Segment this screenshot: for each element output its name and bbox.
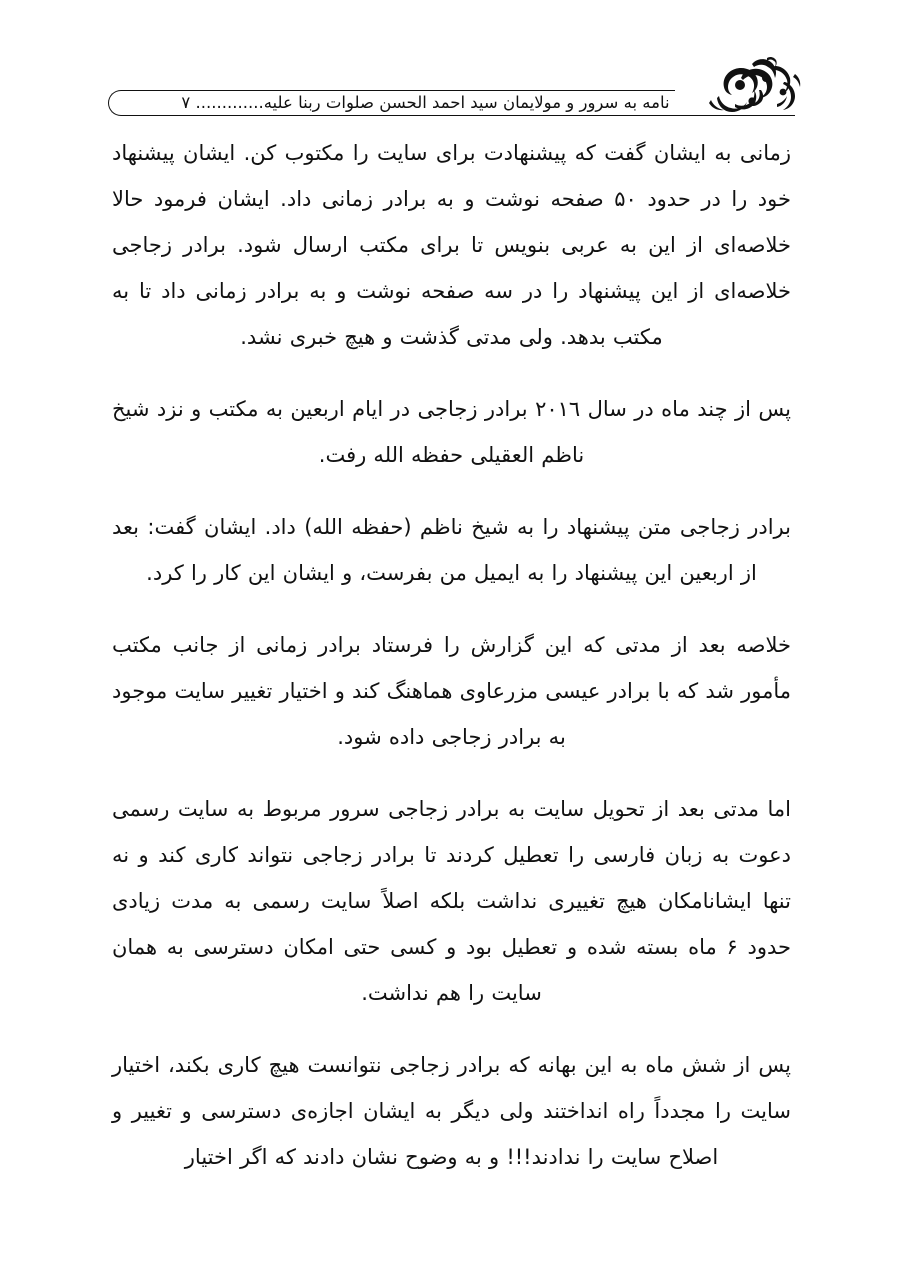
red-underline-mark: ۵۰ صفحه xyxy=(550,187,637,211)
paragraph-p1 xyxy=(112,130,791,360)
red-underline-mark: عیسی مزرعاوی xyxy=(459,679,601,703)
text-run: تا برادر زجاجی نتواند کاری کند و نه تنها ایشانامکان هیچ تغییری نداشت بلکه اصلاً سایت رسمی به مدت زیادی حدود ۶ ماه بسته شده و xyxy=(112,843,791,959)
text-run: دعوت به زبان فارسی را xyxy=(558,843,791,867)
page-content xyxy=(112,130,791,1180)
red-underline-mark: سرور مربوط به سایت رسمی xyxy=(112,797,380,821)
paragraph-p5 xyxy=(112,786,791,1016)
text-run: ایشان پیشنهاد خود را در حدود xyxy=(112,141,791,211)
red-underline-mark: تعطیل بود xyxy=(465,935,558,959)
text-run: نوشت و به برادر زمانی داد. ایشان فرمود حالا خلاصه‌ای از این به عربی بنویس تا برای مکتب ارسال شود. برادر زجاجی خلاصه‌ای از این پیشنهاد را در سه صفحه نوشت و به برادر زمانی داد تا به مکتب بدهد. ولی مدتی گذشت و هیچ خبری نشد. xyxy=(112,187,791,349)
paragraph-p6 xyxy=(112,1042,791,1180)
red-underline-mark: تعطیل کردند xyxy=(445,843,559,867)
text-run: خلاصه بعد از مدتی که این گزارش را فرستاد برادر زمانی از جانب مکتب مأمور شد که با برادر xyxy=(112,633,791,703)
text-run: پس از شش ماه به این بهانه که برادر زجاجی نتوانست هیچ کاری بکند، اختیار سایت را مجدداً راه انداختند ولی دیگر به ایشان اجازه‌ی دسترسی و تغییر و اصلاح سایت را ندادند!!! و به وضوح نشان دادند که اگر اختیار xyxy=(112,1053,791,1169)
text-run: هماهنگ کند و اختیار تغییر سایت موجود به برادر زجاجی داده شود. xyxy=(112,679,566,749)
text-run: زمانی به ایشان گفت که xyxy=(566,141,791,165)
text-run: و کسی حتی امکان دسترسی به همان سایت را هم نداشت. xyxy=(112,935,542,1005)
page-header xyxy=(108,68,795,124)
paragraph-p4 xyxy=(112,622,791,760)
text-run: برادر زجاجی متن پیشنهاد را به شیخ ناظم (حفظه الله) داد. ایشان گفت: بعد از اربعین این پیشنهاد را به ایمیل من بفرست، و ایشان این کار را کرد. xyxy=(112,515,791,585)
red-underline-mark: پیشنهادت برای سایت را مکتوب کن. xyxy=(243,141,567,165)
running-title: نامه به سرور و مولایمان سید احمد الحسن صلوات ربنا علیه............. ٧ xyxy=(181,93,670,112)
paragraph-p2 xyxy=(112,386,791,478)
text-run: پس از چند ماه در سال xyxy=(580,397,791,421)
paragraph-p3 xyxy=(112,504,791,596)
text-run: برادر زجاجی در ایام اربعین به مکتب و نزد شیخ ناظم العقیلی حفظه الله رفت. xyxy=(112,397,585,467)
red-underline-mark: ٢٠١٦ xyxy=(535,397,581,421)
text-run: اما مدتی بعد از تحویل سایت به برادر زجاجی xyxy=(379,797,792,821)
